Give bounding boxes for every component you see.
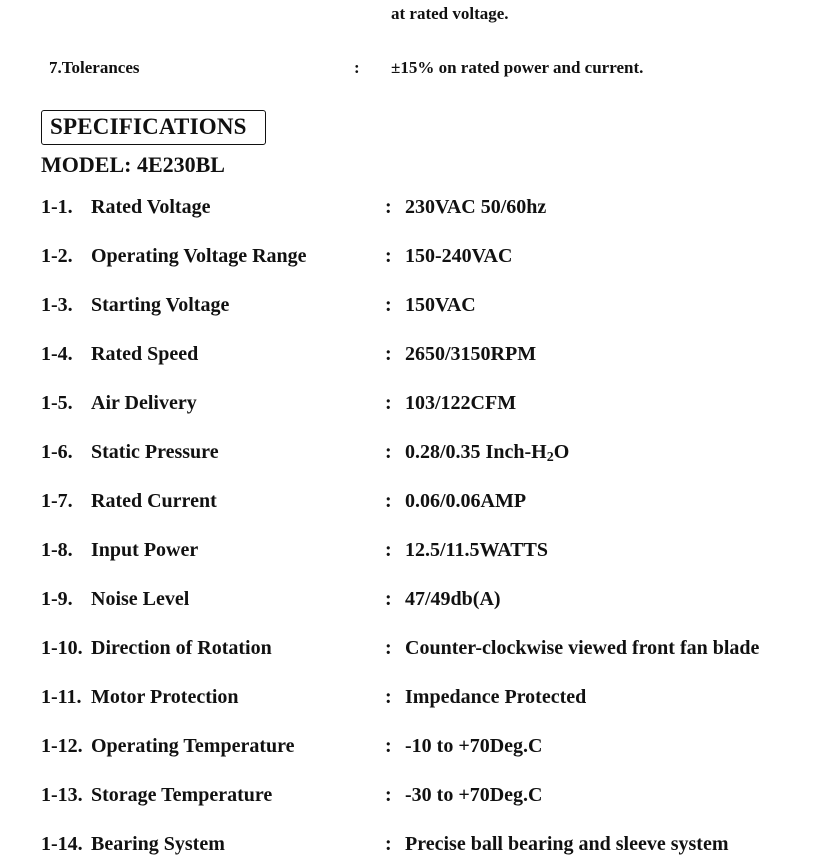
- spec-value: 150-240VAC: [405, 245, 513, 267]
- spec-label: Rated Current: [91, 490, 217, 512]
- spec-colon: :: [385, 441, 392, 463]
- specifications-title: SPECIFICATIONS: [50, 114, 247, 139]
- tolerances-colon: :: [354, 58, 360, 77]
- spec-number: 1-4.: [41, 343, 73, 365]
- spec-number: 1-3.: [41, 294, 73, 316]
- spec-number: 1-5.: [41, 392, 73, 414]
- spec-colon: :: [385, 784, 392, 806]
- spec-value: 150VAC: [405, 294, 476, 316]
- spec-row: [0, 245, 830, 275]
- spec-label: Operating Temperature: [91, 735, 295, 757]
- continued-text: at rated voltage.: [391, 4, 509, 23]
- spec-value: 103/122CFM: [405, 392, 517, 414]
- spec-colon: :: [385, 637, 392, 659]
- spec-colon: :: [385, 539, 392, 561]
- model-heading: MODEL: 4E230BL: [41, 152, 225, 177]
- spec-row: [0, 392, 830, 422]
- spec-number: 1-14.: [41, 833, 83, 855]
- spec-row: [0, 833, 830, 863]
- spec-number: 1-6.: [41, 441, 73, 463]
- spec-row: [0, 588, 830, 618]
- spec-value: -30 to +70Deg.C: [405, 784, 543, 806]
- spec-number: 1-2.: [41, 245, 73, 267]
- spec-number: 1-7.: [41, 490, 73, 512]
- spec-colon: :: [385, 245, 392, 267]
- tolerances-label: 7.Tolerances: [49, 58, 140, 77]
- spec-row: [0, 686, 830, 716]
- spec-label: Input Power: [91, 539, 199, 561]
- spec-label: Noise Level: [91, 588, 190, 610]
- spec-row: [0, 294, 830, 324]
- spec-value: Precise ball bearing and sleeve system: [405, 833, 729, 855]
- spec-label: Operating Voltage Range: [91, 245, 307, 267]
- spec-value: Impedance Protected: [405, 686, 587, 708]
- spec-row: [0, 539, 830, 569]
- spec-colon: :: [385, 588, 392, 610]
- spec-value-subscript: 2: [546, 450, 554, 465]
- spec-number: 1-9.: [41, 588, 73, 610]
- spec-row: [0, 490, 830, 520]
- spec-label: Direction of Rotation: [91, 637, 272, 659]
- spec-colon: :: [385, 343, 392, 365]
- spec-colon: :: [385, 294, 392, 316]
- spec-row: [0, 784, 830, 814]
- spec-label: Motor Protection: [91, 686, 239, 708]
- spec-value: 47/49db(A): [405, 588, 501, 610]
- spec-value: 2650/3150RPM: [405, 343, 537, 365]
- spec-label: Rated Speed: [91, 343, 199, 365]
- spec-row: [0, 441, 830, 471]
- spec-number: 1-11.: [41, 686, 82, 708]
- spec-label: Storage Temperature: [91, 784, 273, 806]
- spec-colon: :: [385, 196, 392, 218]
- spec-value: -10 to +70Deg.C: [405, 735, 543, 757]
- spec-value: 0.06/0.06AMP: [405, 490, 527, 512]
- spec-colon: :: [385, 735, 392, 757]
- spec-row: [0, 196, 830, 226]
- spec-number: 1-12.: [41, 735, 83, 757]
- spec-colon: :: [385, 392, 392, 414]
- spec-number: 1-10.: [41, 637, 83, 659]
- spec-label: Starting Voltage: [91, 294, 230, 316]
- spec-colon: :: [385, 686, 392, 708]
- spec-value: Counter-clockwise viewed front fan blade: [405, 637, 760, 659]
- spec-row: [0, 343, 830, 373]
- spec-label: Rated Voltage: [91, 196, 211, 218]
- spec-number: 1-1.: [41, 196, 73, 218]
- spec-row: [0, 637, 830, 667]
- spec-number: 1-8.: [41, 539, 73, 561]
- spec-value: 0.28/0.35 Inch-$H_2O$: [405, 441, 570, 465]
- spec-row: [0, 735, 830, 765]
- spec-label: Static Pressure: [91, 441, 219, 463]
- spec-colon: :: [385, 490, 392, 512]
- spec-value: 12.5/11.5WATTS: [405, 539, 548, 561]
- spec-label: Bearing System: [91, 833, 225, 855]
- spec-value: 230VAC 50/60hz: [405, 196, 547, 218]
- spec-label: Air Delivery: [91, 392, 197, 414]
- spec-number: 1-13.: [41, 784, 83, 806]
- tolerances-value: ±15% on rated power and current.: [391, 58, 644, 77]
- spec-colon: :: [385, 833, 392, 855]
